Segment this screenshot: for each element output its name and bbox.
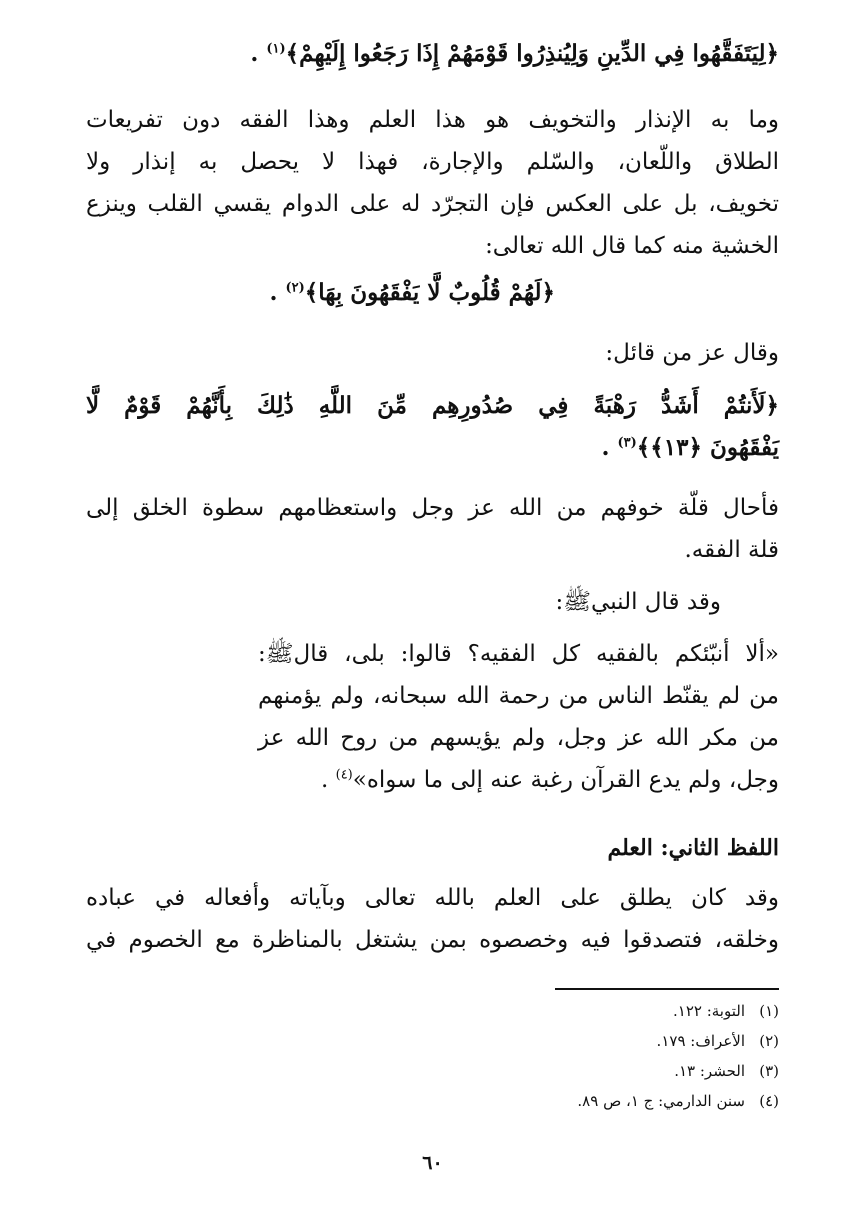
paragraph-3-line-1: فأحال قلّة خوفهم من الله عز وجل واستعظامهم سطوة الخلق إلى bbox=[86, 495, 779, 521]
paragraph-2: وقال عز من قائل: bbox=[605, 340, 779, 366]
paragraph-1-line-1: وما به الإنذار والتخويف هو هذا العلم وهذا الفقه دون تفريعات bbox=[86, 107, 779, 133]
footnote-ref-3: (٣) bbox=[617, 435, 637, 451]
hadith-line-2: من لم يقنّط الناس من رحمة الله سبحانه، ولم يؤمنهم bbox=[258, 683, 779, 709]
paragraph-1-line-4: الخشية منه كما قال الله تعالى: bbox=[485, 233, 779, 259]
quran-verse-1: ﴿لِيَتَفَقَّهُوا فِي الدِّينِ وَلِيُنذِرُوا قَوْمَهُمْ إِذَا رَجَعُوا إِلَيْهِمْ﴾$^{(١)}$ . bbox=[250, 40, 779, 67]
hadith-line-3: من مكر الله عز وجل، ولم يؤيسهم من روح الله عز bbox=[258, 725, 779, 751]
footnote-2: (٢)الأعراف: ١٧٩. bbox=[656, 1032, 779, 1050]
footnote-3: (٣)الحشر: ١٣. bbox=[674, 1062, 779, 1080]
quran-verse-3-line-2: يَفْقَهُونَ ﴿١٣﴾﴾$^{(٣)}$ . bbox=[601, 434, 779, 461]
hadith-line-1: «ألا أنبّئكم بالفقيه كل الفقيه؟ قالوا: بلى، قالﷺ: bbox=[258, 641, 779, 667]
paragraph-1-line-2: الطلاق واللّعان، والسّلم والإجارة، فهذا لا يحصل به إنذار ولا bbox=[86, 149, 780, 175]
footnote-ref-2: (٢) bbox=[285, 280, 305, 296]
footnote-ref-1: (١) bbox=[266, 41, 286, 57]
paragraph-5-line-2: وخلقه، فتصدقوا فيه وخصصوه بمن يشتغل بالمناظرة مع الخصوم في bbox=[86, 927, 779, 953]
paragraph-3-line-2: قلة الفقه. bbox=[684, 537, 779, 563]
page-number: ٦٠ bbox=[422, 1152, 443, 1174]
paragraph-1-line-3: تخويف، بل على العكس فإن التجرّد له على الدوام يقسي القلب وينزع bbox=[86, 191, 779, 217]
paragraph-4: وقد قال النبيﷺ: bbox=[555, 589, 721, 615]
footnote-4: (٤)سنن الدارمي: ج ١، ص ٨٩. bbox=[577, 1092, 779, 1110]
hadith-line-4: وجل، ولم يدع القرآن رغبة عنه إلى ما سواه»$^{(٤)}$ . bbox=[320, 767, 779, 793]
footnote-divider bbox=[555, 988, 779, 990]
footnote-ref-4: (٤) bbox=[335, 767, 353, 783]
section-heading: اللفظ الثاني: العلم bbox=[607, 835, 779, 861]
paragraph-5-line-1: وقد كان يطلق على العلم بالله تعالى وبآياته وأفعاله في عباده bbox=[86, 885, 779, 911]
footnote-1: (١)التوبة: ١٢٢. bbox=[672, 1002, 779, 1020]
quran-verse-2: ﴿لَهُمْ قُلُوبٌ لَّا يَفْقَهُونَ بِهَا﴾$^{(٢)}$ . bbox=[269, 279, 555, 306]
quran-verse-3-line-1: ﴿لَأَنتُمْ أَشَدُّ رَهْبَةً فِي صُدُورِهِم مِّنَ اللَّهِ ذَٰلِكَ بِأَنَّهُمْ قَوْمٌ لَّا bbox=[86, 392, 779, 419]
